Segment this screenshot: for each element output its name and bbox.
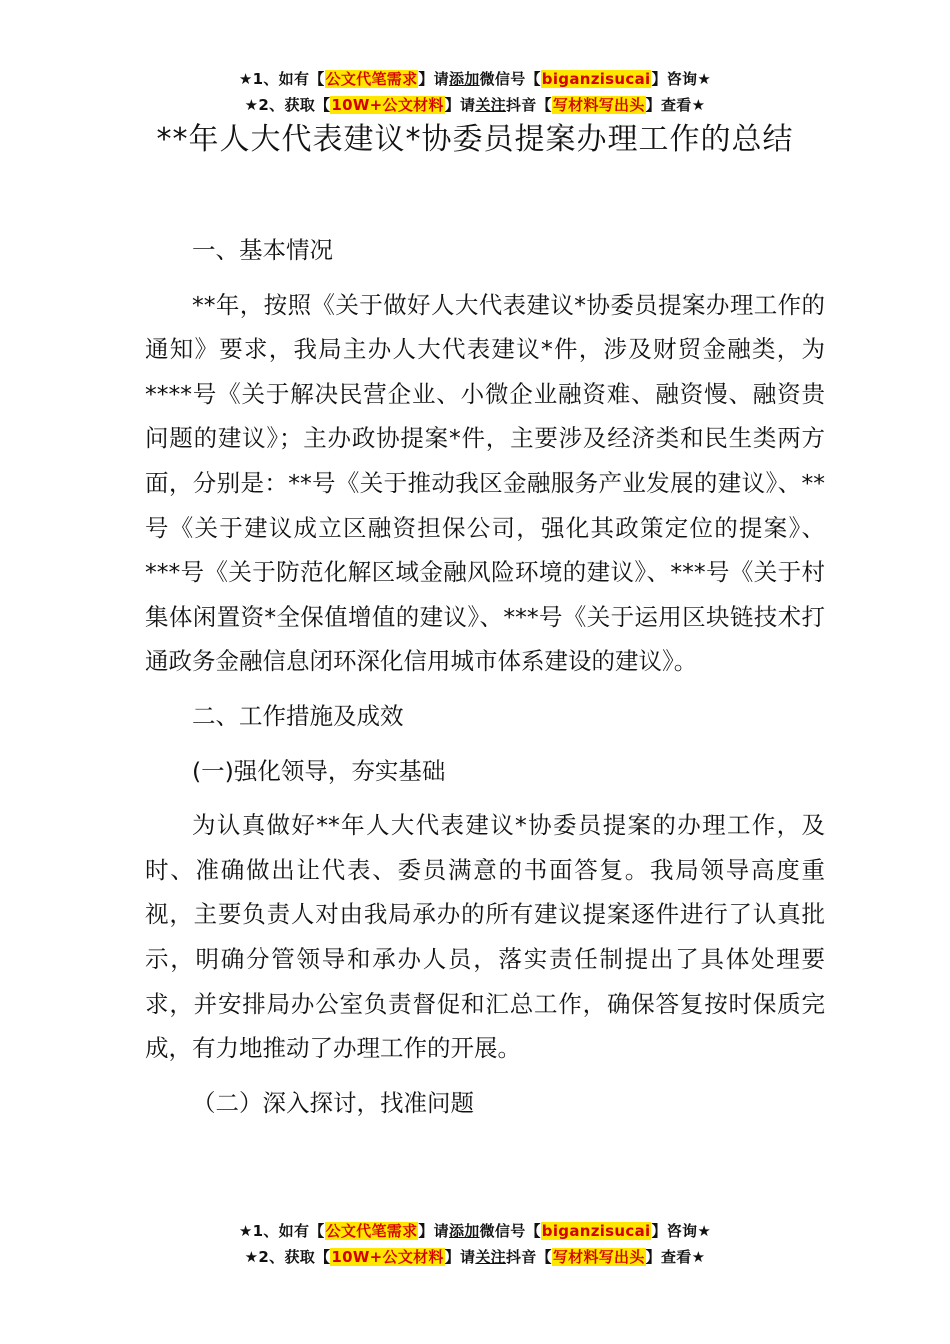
promo-banner-top (0, 66, 950, 118)
subheading-2: （二）深入探讨，找准问题 (192, 1088, 474, 1117)
highlight-service: 公文代笔需求 (325, 70, 418, 88)
highlight-materials: 10W+公文材料 (331, 96, 444, 114)
highlight-douyin: 写材料写出头 (552, 1248, 645, 1266)
highlight-wechat-id: biganzisucai (541, 1222, 651, 1240)
section-heading-1: 一、基本情况 (192, 236, 333, 264)
paragraph-leadership: 为认真做好**年人大代表建议*协委员提案的办理工作，及时、准确做出让代表、委员满意的书面答复。我局领导高度重视，主要负责人对由我局承办的所有建议提案逐件进行了认真批示，明确分管领导和承办人员，落实责任制提出了具体处理要求，并安排局办公室负责督促和汇总工作，确保答复按时保质完成，有力地推动了办理工作的开展。 (145, 811, 825, 1063)
subheading-1: (一)强化领导，夯实基础 (192, 756, 446, 785)
document-title: **年人大代表建议*协委员提案办理工作的总结 (156, 122, 794, 157)
highlight-materials: 10W+公文材料 (331, 1248, 444, 1266)
promo-banner-bottom (0, 1218, 950, 1270)
highlight-douyin: 写材料写出头 (552, 96, 645, 114)
promo-line-1: ★1、如有【公文代笔需求】请添加微信号【biganzisucai】咨询★ (238, 70, 712, 88)
highlight-service: 公文代笔需求 (325, 1222, 418, 1240)
document-body (145, 218, 825, 1135)
section-heading-2: 二、工作措施及成效 (192, 701, 404, 730)
paragraph-basic-info: **年，按照《关于做好人大代表建议*协委员提案办理工作的通知》要求，我局主办人大代表建议*件，涉及财贸金融类，为****号《关于解决民营企业、小微企业融资难、融资慢、融资贵问题的建议》；主办政协提案*件，主要涉及经济类和民生类两方面，分别是：**号《关于推动我区金融服务产业发展的建议》、**号《关于建议成立区融资担保公司，强化其政策定位的提案》、***号《关于防范化解区域金融风险环境的建议》、***号《关于村集体闲置资*全保值增值的建议》、***号《关于运用区块链技术打通政务金融信息闭环深化信用城市体系建设的建议》。 (145, 290, 825, 676)
promo-line-2: ★2、获取【10W+公文材料】请关注抖音【写材料写出头】查看★ (244, 96, 706, 114)
promo-line-1: ★1、如有【公文代笔需求】请添加微信号【biganzisucai】咨询★ (238, 1222, 712, 1240)
highlight-wechat-id: biganzisucai (541, 70, 651, 88)
promo-line-2: ★2、获取【10W+公文材料】请关注抖音【写材料写出头】查看★ (244, 1248, 706, 1266)
